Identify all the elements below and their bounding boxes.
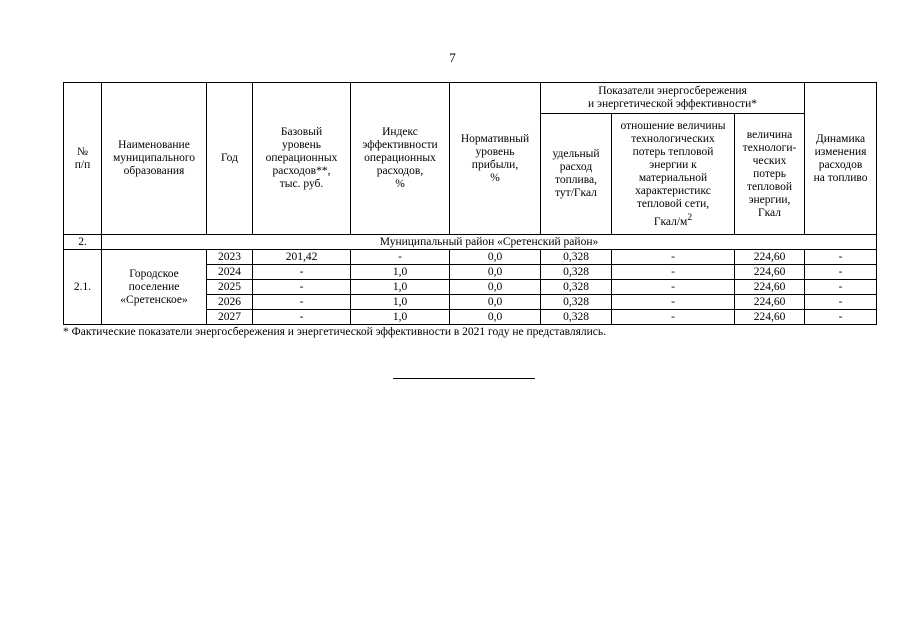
cell-losses: 224,60	[735, 310, 805, 325]
cell-base: -	[253, 310, 351, 325]
cell-ratio: -	[612, 295, 735, 310]
energy-efficiency-table	[63, 82, 877, 325]
cell-losses: 224,60	[735, 295, 805, 310]
entry-num: 2.1.	[64, 250, 102, 325]
cell-fuel: 0,328	[541, 265, 612, 280]
cell-losses: 224,60	[735, 265, 805, 280]
footnote: * Фактические показатели энергосбережения и энергетической эффективности в 2021 году не представлялись.	[63, 326, 607, 338]
header-energy-indicators-group: Показатели энергосбережения и энергетической эффективности*	[541, 83, 805, 114]
cell-index: 1,0	[351, 310, 450, 325]
section-row	[64, 235, 877, 250]
page-number: 7	[449, 50, 456, 65]
cell-fuel: 0,328	[541, 295, 612, 310]
cell-ratio: -	[612, 280, 735, 295]
cell-dynamics: -	[805, 250, 877, 265]
cell-losses: 224,60	[735, 250, 805, 265]
section-title: Муниципальный район «Сретенский район»	[102, 235, 877, 250]
cell-year: 2023	[207, 250, 253, 265]
cell-index: 1,0	[351, 295, 450, 310]
cell-profit: 0,0	[450, 295, 541, 310]
cell-index: -	[351, 250, 450, 265]
cell-base: -	[253, 265, 351, 280]
cell-profit: 0,0	[450, 265, 541, 280]
cell-ratio: -	[612, 250, 735, 265]
header-profit-level: Нормативный уровень прибыли, %	[450, 83, 541, 235]
cell-year: 2025	[207, 280, 253, 295]
cell-index: 1,0	[351, 280, 450, 295]
header-efficiency-index: Индекс эффективности операционных расходов, %	[351, 83, 450, 235]
header-loss-ratio-text: отношение величины технологических потерь тепловой энергии к материальной характеристикс тепловой сети, Гкал/м	[620, 119, 726, 228]
cell-profit: 0,0	[450, 250, 541, 265]
header-row-top	[64, 83, 877, 114]
header-loss-ratio-sup: 2	[687, 211, 693, 223]
cell-dynamics: -	[805, 310, 877, 325]
cell-profit: 0,0	[450, 280, 541, 295]
cell-fuel: 0,328	[541, 250, 612, 265]
cell-profit: 0,0	[450, 310, 541, 325]
cell-year: 2027	[207, 310, 253, 325]
cell-year: 2026	[207, 295, 253, 310]
cell-ratio: -	[612, 310, 735, 325]
cell-base: -	[253, 280, 351, 295]
header-num: № п/п	[64, 83, 102, 235]
header-name: Наименование муниципального образования	[102, 83, 207, 235]
cell-ratio: -	[612, 265, 735, 280]
cell-base: 201,42	[253, 250, 351, 265]
cell-index: 1,0	[351, 265, 450, 280]
cell-fuel: 0,328	[541, 310, 612, 325]
cell-dynamics: -	[805, 265, 877, 280]
header-fuel-dynamics: Динамика изменения расходов на топливо	[805, 83, 877, 235]
cell-fuel: 0,328	[541, 280, 612, 295]
entry-name: Городское поселение «Сретенское»	[102, 250, 207, 325]
cell-year: 2024	[207, 265, 253, 280]
header-fuel-rate: удельный расход топлива, тут/Гкал	[541, 114, 612, 235]
cell-losses: 224,60	[735, 280, 805, 295]
header-loss-ratio	[612, 114, 735, 235]
cell-base: -	[253, 295, 351, 310]
header-base-level: Базовый уровень операционных расходов**, тыс. руб.	[253, 83, 351, 235]
cell-dynamics: -	[805, 280, 877, 295]
header-year: Год	[207, 83, 253, 235]
separator-line	[393, 378, 535, 379]
table-row	[64, 250, 877, 265]
section-num: 2.	[64, 235, 102, 250]
cell-dynamics: -	[805, 295, 877, 310]
header-tech-losses: величина технологи- ческих потерь тепловой энергии, Гкал	[735, 114, 805, 235]
